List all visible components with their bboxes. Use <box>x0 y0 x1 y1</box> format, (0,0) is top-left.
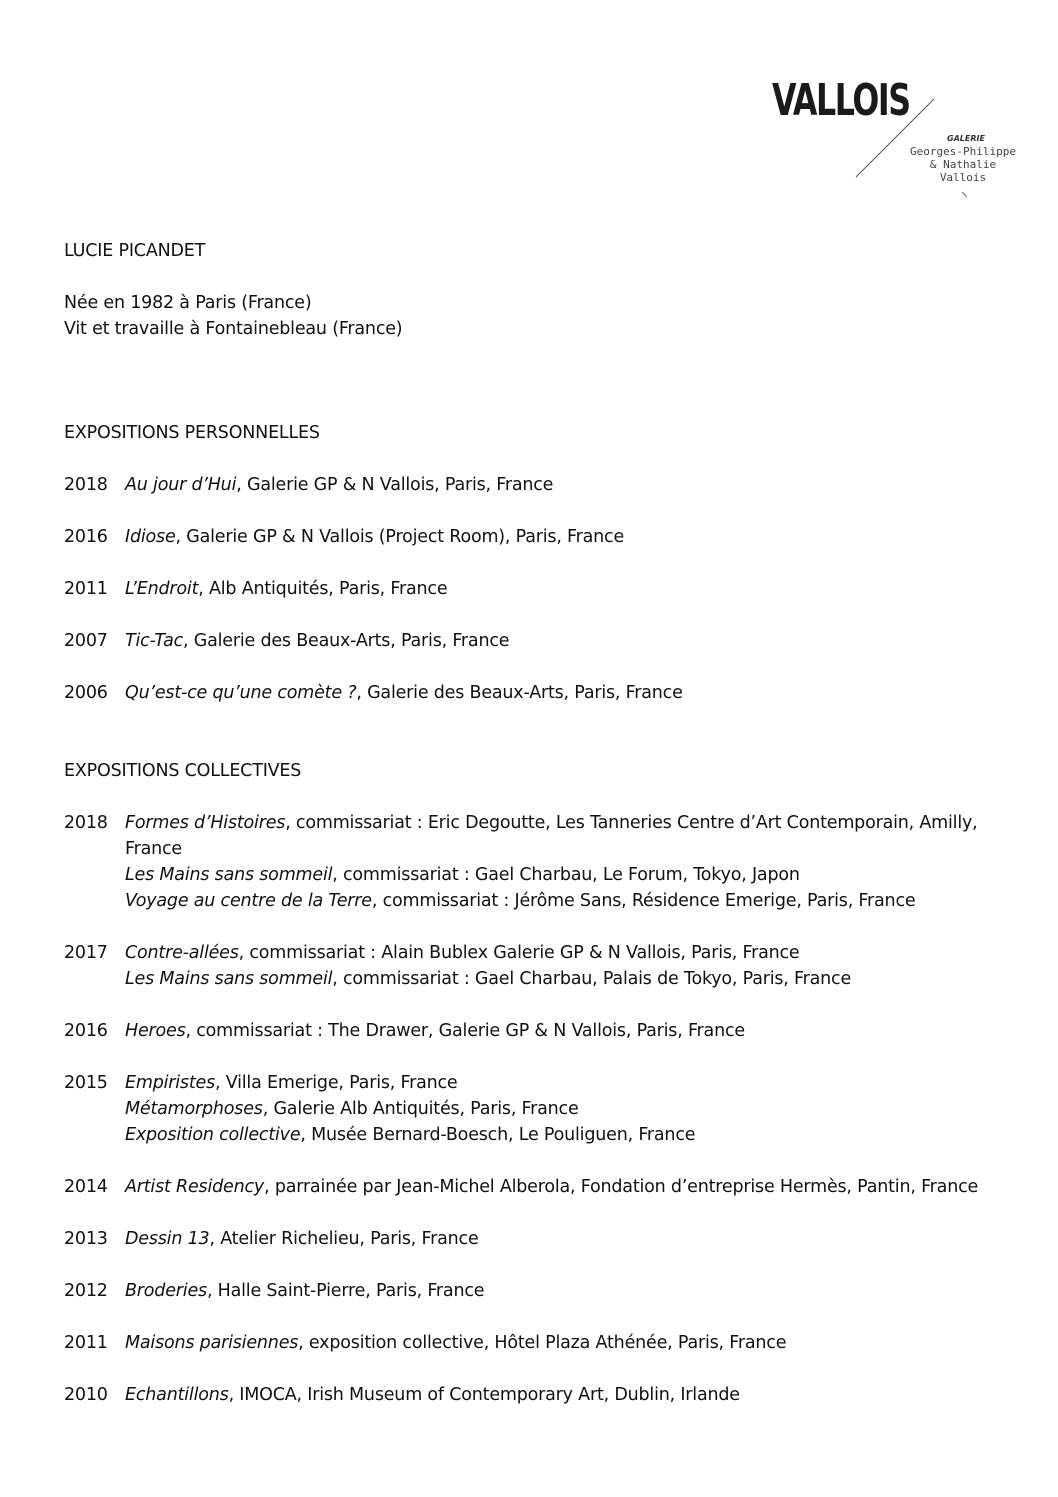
exhibition-details: , IMOCA, Irish Museum of Contemporary Art, Dublin, Irlande <box>228 1385 740 1405</box>
exhibition-line <box>125 1330 994 1356</box>
exhibition-entry <box>64 1278 994 1304</box>
exhibition-entry <box>64 1330 994 1356</box>
artist-name: LUCIE PICANDET <box>64 241 206 261</box>
gallery-logo <box>772 75 1022 208</box>
exhibition-entry <box>64 524 994 550</box>
exhibition-year: 2015 <box>64 1073 108 1093</box>
exhibition-title: Echantillons <box>125 1385 229 1405</box>
exhibition-entry <box>64 940 994 992</box>
exhibition-entry <box>64 1226 994 1252</box>
exhibition-lines <box>125 810 994 914</box>
exhibition-line <box>125 1070 994 1096</box>
exhibition-line <box>125 966 994 992</box>
exhibition-entry <box>64 472 994 498</box>
exhibition-lines <box>125 1226 994 1252</box>
exhibition-details: , Villa Emerige, Paris, France <box>215 1073 458 1093</box>
group-exhibitions-list <box>64 810 994 1408</box>
exhibition-entry <box>64 1018 994 1044</box>
exhibition-title: Tic-Tac <box>125 631 184 651</box>
exhibition-title: Idiose <box>125 527 176 547</box>
exhibition-line <box>125 576 994 602</box>
exhibition-lines <box>125 628 994 654</box>
exhibition-lines <box>125 472 994 498</box>
exhibition-year: 2011 <box>64 1333 108 1353</box>
logo-gallery-names <box>908 145 1018 184</box>
exhibition-line <box>125 472 994 498</box>
exhibition-entry <box>64 628 994 654</box>
solo-exhibitions-heading: EXPOSITIONS PERSONNELLES <box>64 423 320 443</box>
exhibition-title: Heroes <box>125 1021 186 1041</box>
group-exhibitions-heading: EXPOSITIONS COLLECTIVES <box>64 761 302 781</box>
exhibition-title: Les Mains sans sommeil <box>125 969 333 989</box>
exhibition-title: Contre-allées <box>125 943 239 963</box>
exhibition-year: 2016 <box>64 527 108 547</box>
exhibition-lines <box>125 1278 994 1304</box>
exhibition-title: Voyage au centre de la Terre <box>125 891 372 911</box>
exhibition-entry <box>64 680 994 706</box>
exhibition-year: 2014 <box>64 1177 108 1197</box>
exhibition-details: , Halle Saint-Pierre, Paris, France <box>206 1281 485 1301</box>
exhibition-entry <box>64 1070 994 1148</box>
exhibition-title: Au jour d’Hui <box>125 475 237 495</box>
exhibition-title: Métamorphoses <box>125 1099 263 1119</box>
exhibition-year: 2006 <box>64 683 108 703</box>
exhibition-line <box>125 810 994 862</box>
logo-sub-line: & Nathalie <box>929 158 997 171</box>
exhibition-year: 2010 <box>64 1385 108 1405</box>
exhibition-line <box>125 524 994 550</box>
exhibition-details: , commissariat : Alain Bublex Galerie GP & N Vallois, Paris, France <box>238 943 800 963</box>
artist-bio <box>64 290 994 342</box>
birth-info: Née en 1982 à Paris (France) <box>64 293 312 313</box>
exhibition-year: 2017 <box>64 943 108 963</box>
exhibition-line <box>125 1382 994 1408</box>
residence-info: Vit et travaille à Fontainebleau (France) <box>64 319 403 339</box>
exhibition-details: , Galerie des Beaux-Arts, Paris, France <box>183 631 510 651</box>
exhibition-details: , commissariat : Jérôme Sans, Résidence Emerige, Paris, France <box>371 891 916 911</box>
exhibition-entry <box>64 810 994 914</box>
exhibition-line <box>125 628 994 654</box>
exhibition-year: 2016 <box>64 1021 108 1041</box>
exhibition-line <box>125 1096 994 1122</box>
logo-sub-line: Vallois <box>939 171 987 184</box>
exhibition-year: 2012 <box>64 1281 108 1301</box>
exhibition-title: Formes d’Histoires <box>125 813 286 833</box>
exhibition-line <box>125 680 994 706</box>
exhibition-details: , exposition collective, Hôtel Plaza Athénée, Paris, France <box>298 1333 787 1353</box>
exhibition-lines <box>125 1018 994 1044</box>
exhibition-line <box>125 1018 994 1044</box>
exhibition-title: Qu’est-ce qu’une comète ? <box>125 683 357 703</box>
exhibition-details: , Galerie des Beaux-Arts, Paris, France <box>356 683 683 703</box>
exhibition-line <box>125 862 994 888</box>
exhibition-title: Empiristes <box>125 1073 215 1093</box>
solo-exhibitions-list <box>64 472 994 706</box>
exhibition-title: Dessin 13 <box>125 1229 210 1249</box>
exhibition-line <box>125 1174 994 1200</box>
exhibition-details: , commissariat : Gael Charbau, Le Forum, Tokyo, Japon <box>332 865 800 885</box>
exhibition-entry <box>64 576 994 602</box>
exhibition-line <box>125 1122 994 1148</box>
exhibition-lines <box>125 1382 994 1408</box>
exhibition-lines <box>125 1070 994 1148</box>
exhibition-year: 2013 <box>64 1229 108 1249</box>
exhibition-year: 2011 <box>64 579 108 599</box>
exhibition-entry <box>64 1382 994 1408</box>
exhibition-year: 2007 <box>64 631 108 651</box>
exhibition-title: Broderies <box>125 1281 207 1301</box>
exhibition-lines <box>125 1330 994 1356</box>
exhibition-entry <box>64 1174 994 1200</box>
exhibition-details: , Galerie GP & N Vallois, Paris, France <box>236 475 554 495</box>
cv-document <box>64 238 994 1434</box>
exhibition-lines <box>125 524 994 550</box>
exhibition-title: L’Endroit <box>125 579 199 599</box>
exhibition-line <box>125 1278 994 1304</box>
exhibition-lines <box>125 1174 994 1200</box>
exhibition-details: , Atelier Richelieu, Paris, France <box>209 1229 479 1249</box>
logo-tick-mark <box>961 191 969 199</box>
exhibition-details: , commissariat : Eric Degoutte, Les Tanneries Centre d’Art Contemporain, Amilly, France <box>125 813 978 859</box>
logo-wordmark: VALLOIS <box>772 75 910 126</box>
exhibition-title: Exposition collective <box>125 1125 301 1145</box>
exhibition-details: , commissariat : Gael Charbau, Palais de Tokyo, Paris, France <box>332 969 852 989</box>
exhibition-year: 2018 <box>64 813 108 833</box>
exhibition-details: , parrainée par Jean-Michel Alberola, Fondation d’entreprise Hermès, Pantin, France <box>264 1177 979 1197</box>
exhibition-title: Les Mains sans sommeil <box>125 865 333 885</box>
exhibition-lines <box>125 576 994 602</box>
exhibition-title: Maisons parisiennes <box>125 1333 299 1353</box>
exhibition-line <box>125 888 994 914</box>
logo-galerie-label: GALERIE <box>947 134 985 143</box>
logo-sub-line: Georges-Philippe <box>910 145 1016 158</box>
exhibition-title: Artist Residency <box>125 1177 265 1197</box>
exhibition-details: , Galerie Alb Antiquités, Paris, France <box>262 1099 579 1119</box>
exhibition-lines <box>125 940 994 992</box>
exhibition-details: , commissariat : The Drawer, Galerie GP & N Vallois, Paris, France <box>185 1021 745 1041</box>
exhibition-details: , Galerie GP & N Vallois (Project Room), Paris, France <box>175 527 625 547</box>
exhibition-line <box>125 1226 994 1252</box>
exhibition-details: , Musée Bernard-Boesch, Le Pouliguen, France <box>300 1125 696 1145</box>
exhibition-lines <box>125 680 994 706</box>
exhibition-details: , Alb Antiquités, Paris, France <box>198 579 448 599</box>
exhibition-year: 2018 <box>64 475 108 495</box>
exhibition-line <box>125 940 994 966</box>
